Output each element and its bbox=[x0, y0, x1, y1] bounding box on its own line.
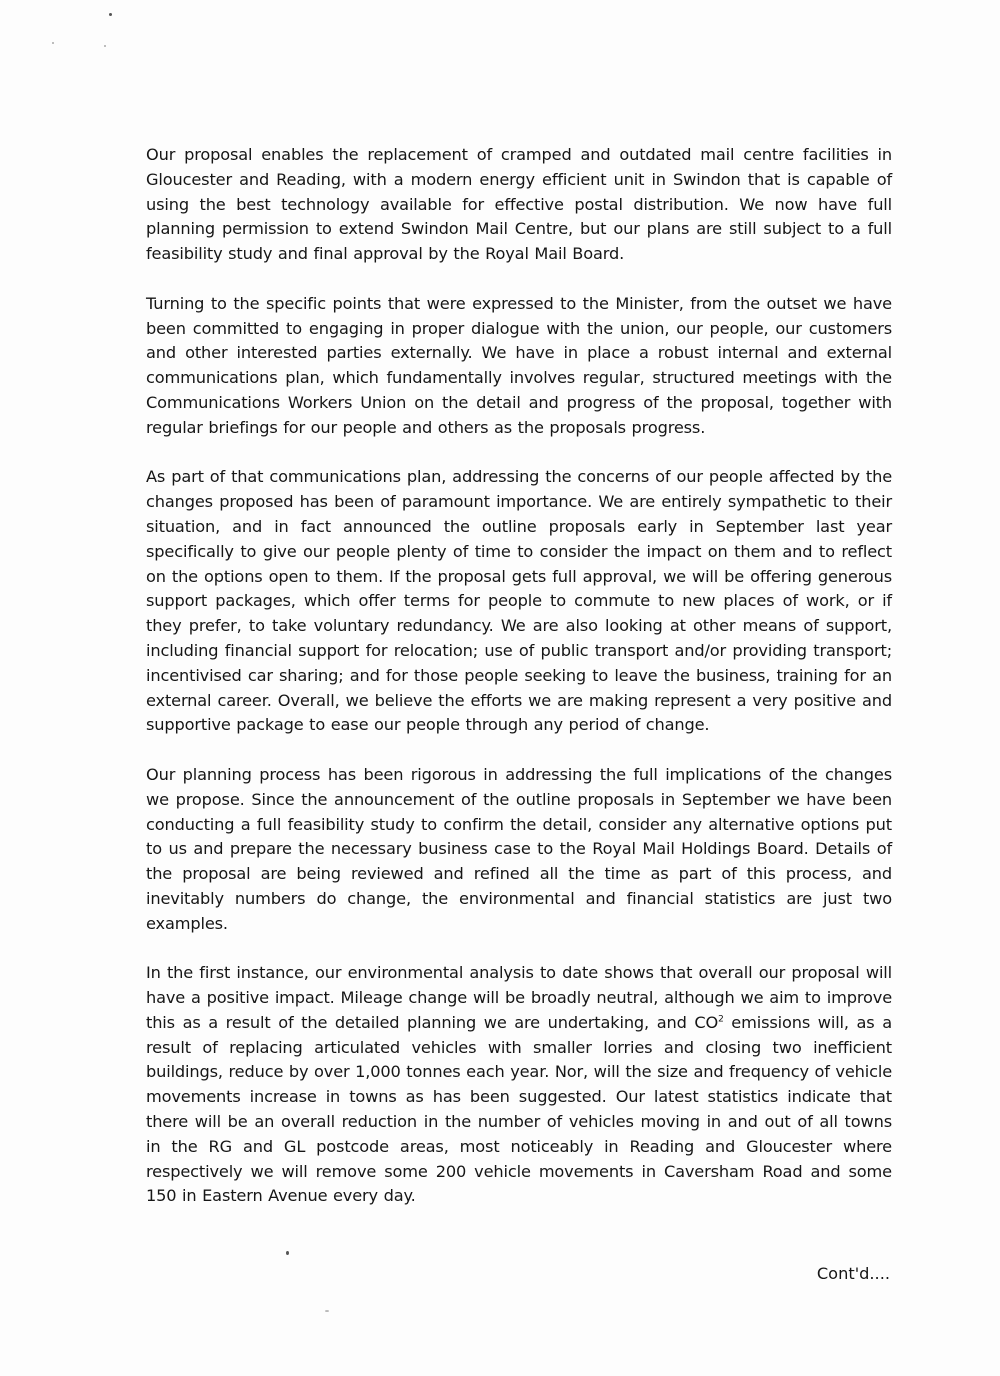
continued-marker: Cont'd.... bbox=[816, 1264, 890, 1283]
scan-speck bbox=[286, 1251, 289, 1255]
scan-speck bbox=[109, 13, 112, 16]
paragraph-planning: Our planning process has been rigorous in addressing the full implications of the changes we propose. Since the announcement of the outline proposals in September we have been conducting a full feasibility study to confirm the detail, consider any alternative options put to us and prepare the necessary business case to the Royal Mail Holdings Board. Details of the proposal are being reviewed and refined all the time as part of this process, and inevitably numbers do change, the environmental and financial statistics are just two examples. bbox=[146, 764, 892, 933]
co2-superscript: 2 bbox=[718, 1014, 724, 1025]
paragraph-dialogue: Turning to the specific points that were expressed to the Minister, from the outset we have been committed to engaging in proper dialogue with the union, our people, our customers and other interested parties externally. We have in place a robust internal and external communications plan, which fundamentally involves regular, structured meetings with the Communications Workers Union on the detail and progress of the proposal, together with regular briefings for our people and others as the proposals progress. bbox=[146, 293, 892, 437]
paragraph-environment-text-start: In the first instance, our environmental analysis to date shows that overall our proposal will have a positive impact. Mileage change will be broadly neutral, although we aim to improve this as a result of the detailed planning we are undertaking, and CO bbox=[146, 963, 892, 1032]
scan-speck bbox=[104, 45, 106, 47]
paragraph-proposal: Our proposal enables the replacement of cramped and outdated mail centre facilities in Gloucester and Reading, with a modern energy efficient unit in Swindon that is capable of using the best technology available for effective postal distribution. We now have full planning permission to extend Swindon Mail Centre, but our plans are still subject to a full feasibility study and final approval by the Royal Mail Board. bbox=[146, 145, 892, 264]
paragraph-environment bbox=[146, 961, 892, 1209]
paragraph-support: As part of that communications plan, addressing the concerns of our people affected by the changes proposed has been of paramount importance. We are entirely sympathetic to their situation, and in fact announced the outline proposals early in September last year specifically to give our people plenty of time to consider the impact on them and to reflect on the options open to them. If the proposal gets full approval, we will be offering generous support packages, which offer terms for people to commute to new places of work, or if they prefer, to take voluntary redundancy. We are also looking at other means of support, including financial support for relocation; use of public transport and/or providing transport; incentivised car sharing; and for those people seeking to leave the business, training for an external career. Overall, we believe the efforts we are making represent a very positive and supportive package to ease our people through any period of change. bbox=[146, 467, 892, 735]
paragraph-environment-text-end: emissions will, as a result of replacing articulated vehicles with smaller lorries and closing two inefficient buildings, reduce by over 1,000 tonnes each year. Nor, will the size and frequency of vehicle movements increase in towns as has been suggested. Our latest statistics indicate that there will be an overall reduction in the number of vehicles moving in and out of all towns in the RG and GL postcode areas, most noticeably in Reading and Gloucester where respectively we will remove some 200 vehicle movements in Caversham Road and some 150 in Eastern Avenue every day. bbox=[146, 1012, 892, 1206]
letter-body bbox=[146, 143, 892, 1234]
scan-speck bbox=[325, 1310, 329, 1312]
scan-speck bbox=[52, 42, 54, 44]
